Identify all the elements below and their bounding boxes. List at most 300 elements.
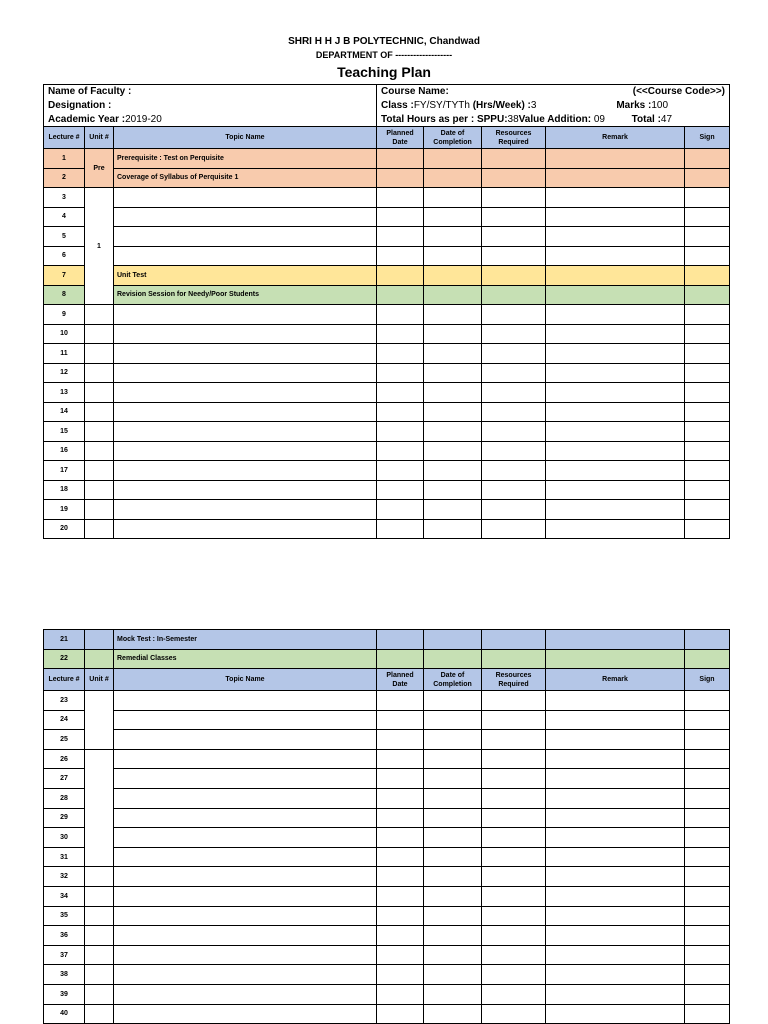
remark-cell[interactable] [546,461,685,481]
topic-name-cell[interactable]: Coverage of Syllabus of Perquisite 1 [114,168,377,188]
completion-date-cell[interactable] [424,383,482,403]
remark-cell[interactable] [546,383,685,403]
topic-name-cell[interactable] [114,363,377,383]
completion-date-cell[interactable] [424,926,482,946]
remark-cell[interactable] [546,305,685,325]
unit-number [85,480,114,500]
topic-name-cell[interactable] [114,461,377,481]
planned-date-cell[interactable] [377,168,424,188]
topic-name-cell[interactable] [114,344,377,364]
completion-date-cell[interactable] [424,227,482,247]
col-resources: Resources Required [482,127,546,149]
planned-date-cell[interactable] [377,1004,424,1024]
unit-number [85,422,114,442]
col-sign: Sign [685,127,730,149]
resources-cell[interactable] [482,984,546,1004]
remark-cell[interactable] [546,246,685,266]
sign-cell[interactable] [685,649,730,669]
planned-date-cell[interactable] [377,847,424,867]
sign-cell[interactable] [685,886,730,906]
resources-cell[interactable] [482,808,546,828]
table-row [44,691,730,711]
remark-cell[interactable] [546,788,685,808]
sign-cell[interactable] [685,926,730,946]
lecture-number: 32 [44,867,85,887]
completion-date-cell[interactable] [424,168,482,188]
planned-date-cell[interactable] [377,828,424,848]
topic-name-cell[interactable] [114,480,377,500]
planned-date-cell[interactable] [377,710,424,730]
topic-name-cell[interactable] [114,227,377,247]
table-row [44,246,730,266]
resources-cell[interactable] [482,926,546,946]
resources-cell[interactable] [482,383,546,403]
col-remark: Remark [546,669,685,691]
remark-cell[interactable] [546,285,685,305]
unit-number [85,945,114,965]
col-remark: Remark [546,127,685,149]
table-row [44,500,730,520]
unit-number [85,1004,114,1024]
resources-cell[interactable] [482,266,546,286]
remark-cell[interactable] [546,344,685,364]
sign-cell[interactable] [685,828,730,848]
topic-name-cell[interactable] [114,402,377,422]
completion-date-cell[interactable] [424,285,482,305]
sign-cell[interactable] [685,344,730,364]
planned-date-cell[interactable] [377,749,424,769]
resources-cell[interactable] [482,207,546,227]
lecture-number: 28 [44,788,85,808]
planned-date-cell[interactable] [377,808,424,828]
lecture-number: 40 [44,1004,85,1024]
col-completion: Date of Completion [424,127,482,149]
lecture-number: 24 [44,710,85,730]
resources-cell[interactable] [482,906,546,926]
resources-cell[interactable] [482,402,546,422]
completion-date-cell[interactable] [424,906,482,926]
remark-cell[interactable] [546,691,685,711]
topic-name-cell[interactable] [114,691,377,711]
sign-cell[interactable] [685,630,730,650]
table-row [44,461,730,481]
topic-name-cell[interactable] [114,906,377,926]
course-name-field: Course Name: (<<Course Code>>) [377,85,730,99]
resources-cell[interactable] [482,324,546,344]
topic-name-cell[interactable] [114,886,377,906]
planned-date-cell[interactable] [377,480,424,500]
completion-date-cell[interactable] [424,422,482,442]
resources-cell[interactable] [482,149,546,169]
sign-cell[interactable] [685,749,730,769]
resources-cell[interactable] [482,305,546,325]
completion-date-cell[interactable] [424,500,482,520]
resources-cell[interactable] [482,965,546,985]
planned-date-cell[interactable] [377,867,424,887]
sign-cell[interactable] [685,730,730,750]
topic-name-cell[interactable] [114,500,377,520]
table-row [44,965,730,985]
col-planned: Planned Date [377,127,424,149]
lecture-number: 39 [44,984,85,1004]
remark-cell[interactable] [546,965,685,985]
lecture-number: 21 [44,630,85,650]
academic-year-field: Academic Year :2019-20 [44,113,377,127]
topic-name-cell[interactable] [114,188,377,208]
remark-cell[interactable] [546,749,685,769]
remark-cell[interactable] [546,441,685,461]
resources-cell[interactable] [482,480,546,500]
topic-name-cell[interactable] [114,984,377,1004]
planned-date-cell[interactable] [377,422,424,442]
resources-cell[interactable] [482,788,546,808]
resources-cell[interactable] [482,461,546,481]
remark-cell[interactable] [546,867,685,887]
completion-date-cell[interactable] [424,344,482,364]
remark-cell[interactable] [546,149,685,169]
sign-cell[interactable] [685,691,730,711]
remark-cell[interactable] [546,422,685,442]
remark-cell[interactable] [546,808,685,828]
completion-date-cell[interactable] [424,188,482,208]
topic-name-cell[interactable] [114,246,377,266]
planned-date-cell[interactable] [377,906,424,926]
planned-date-cell[interactable] [377,344,424,364]
completion-date-cell[interactable] [424,886,482,906]
resources-cell[interactable] [482,828,546,848]
remark-cell[interactable] [546,945,685,965]
completion-date-cell[interactable] [424,828,482,848]
topic-name-cell[interactable] [114,808,377,828]
unit-number [85,324,114,344]
planned-date-cell[interactable] [377,965,424,985]
remark-cell[interactable] [546,519,685,539]
topic-name-cell[interactable] [114,847,377,867]
remark-cell[interactable] [546,886,685,906]
remark-cell[interactable] [546,227,685,247]
resources-cell[interactable] [482,441,546,461]
resources-cell[interactable] [482,730,546,750]
sign-cell[interactable] [685,945,730,965]
sign-cell[interactable] [685,965,730,985]
completion-date-cell[interactable] [424,266,482,286]
remark-cell[interactable] [546,630,685,650]
table-row [44,188,730,208]
remark-cell[interactable] [546,769,685,789]
topic-name-cell[interactable] [114,324,377,344]
sign-cell[interactable] [685,266,730,286]
table-row [44,926,730,946]
col-lecture: Lecture # [44,127,85,149]
remark-cell[interactable] [546,926,685,946]
unit-number [85,906,114,926]
sign-cell[interactable] [685,168,730,188]
sign-cell[interactable] [685,769,730,789]
institution-name: SHRI H H J B POLYTECHNIC, Chandwad [288,36,480,47]
remark-cell[interactable] [546,480,685,500]
remark-cell[interactable] [546,363,685,383]
topic-name-cell[interactable]: Mock Test : In-Semester [114,630,377,650]
sign-cell[interactable] [685,402,730,422]
sign-cell[interactable] [685,519,730,539]
lecture-number: 20 [44,519,85,539]
remark-cell[interactable] [546,984,685,1004]
sign-cell[interactable] [685,906,730,926]
completion-date-cell[interactable] [424,480,482,500]
completion-date-cell[interactable] [424,808,482,828]
lecture-number: 17 [44,461,85,481]
table-row [44,730,730,750]
topic-name-cell[interactable] [114,383,377,403]
resources-cell[interactable] [482,847,546,867]
sign-cell[interactable] [685,246,730,266]
completion-date-cell[interactable] [424,441,482,461]
sign-cell[interactable] [685,984,730,1004]
completion-date-cell[interactable] [424,710,482,730]
lecture-number: 4 [44,207,85,227]
topic-name-cell[interactable] [114,788,377,808]
topic-name-cell[interactable]: Remedial Classes [114,649,377,669]
sign-cell[interactable] [685,227,730,247]
table-row [44,886,730,906]
lecture-number: 18 [44,480,85,500]
topic-name-cell[interactable] [114,1004,377,1024]
sign-cell[interactable] [685,363,730,383]
remark-cell[interactable] [546,1004,685,1024]
remark-cell[interactable] [546,710,685,730]
unit-number [85,691,114,750]
topic-name-cell[interactable] [114,867,377,887]
topic-name-cell[interactable] [114,769,377,789]
col-topic: Topic Name [114,127,377,149]
completion-date-cell[interactable] [424,402,482,422]
planned-date-cell[interactable] [377,500,424,520]
lecture-number: 13 [44,383,85,403]
table-row [44,227,730,247]
topic-name-cell[interactable]: Unit Test [114,266,377,286]
resources-cell[interactable] [482,945,546,965]
lecture-number: 11 [44,344,85,364]
table-row [44,788,730,808]
remark-cell[interactable] [546,207,685,227]
planned-date-cell[interactable] [377,886,424,906]
sign-cell[interactable] [685,285,730,305]
total-hours-field: Total Hours as per : SPPU:38Value Addition: 09 Total :47 [377,113,730,127]
resources-cell[interactable] [482,168,546,188]
lecture-number: 38 [44,965,85,985]
planned-date-cell[interactable] [377,207,424,227]
completion-date-cell[interactable] [424,149,482,169]
planned-date-cell[interactable] [377,383,424,403]
table-row [44,149,730,169]
resources-cell[interactable] [482,769,546,789]
planned-date-cell[interactable] [377,519,424,539]
resources-cell[interactable] [482,344,546,364]
resources-cell[interactable] [482,188,546,208]
completion-date-cell[interactable] [424,965,482,985]
resources-cell[interactable] [482,710,546,730]
sign-cell[interactable] [685,422,730,442]
resources-cell[interactable] [482,649,546,669]
sign-cell[interactable] [685,867,730,887]
completion-date-cell[interactable] [424,691,482,711]
planned-date-cell[interactable] [377,149,424,169]
sign-cell[interactable] [685,207,730,227]
topic-name-cell[interactable] [114,207,377,227]
total-field: Total :47 [631,113,673,125]
planned-date-cell[interactable] [377,285,424,305]
remark-cell[interactable] [546,730,685,750]
planned-date-cell[interactable] [377,363,424,383]
col-completion: Date of Completion [424,669,482,691]
remark-cell[interactable] [546,847,685,867]
sign-cell[interactable] [685,441,730,461]
planned-date-cell[interactable] [377,788,424,808]
table-row [44,441,730,461]
table-row [44,519,730,539]
lecture-number: 6 [44,246,85,266]
planned-date-cell[interactable] [377,402,424,422]
resources-cell[interactable] [482,227,546,247]
sign-cell[interactable] [685,788,730,808]
planned-date-cell[interactable] [377,266,424,286]
planned-date-cell[interactable] [377,441,424,461]
remark-cell[interactable] [546,188,685,208]
resources-cell[interactable] [482,285,546,305]
planned-date-cell[interactable] [377,649,424,669]
topic-name-cell[interactable] [114,441,377,461]
planned-date-cell[interactable] [377,926,424,946]
completion-date-cell[interactable] [424,324,482,344]
resources-cell[interactable] [482,363,546,383]
planned-date-cell[interactable] [377,984,424,1004]
sign-cell[interactable] [685,1004,730,1024]
completion-date-cell[interactable] [424,246,482,266]
topic-name-cell[interactable] [114,305,377,325]
planned-date-cell[interactable] [377,769,424,789]
remark-cell[interactable] [546,324,685,344]
topic-name-cell[interactable] [114,710,377,730]
remark-cell[interactable] [546,168,685,188]
remark-cell[interactable] [546,500,685,520]
resources-cell[interactable] [482,749,546,769]
lecture-number: 30 [44,828,85,848]
planned-date-cell[interactable] [377,945,424,965]
resources-cell[interactable] [482,422,546,442]
sign-cell[interactable] [685,710,730,730]
completion-date-cell[interactable] [424,847,482,867]
completion-date-cell[interactable] [424,788,482,808]
topic-name-cell[interactable] [114,422,377,442]
lecture-number: 2 [44,168,85,188]
sign-cell[interactable] [685,808,730,828]
completion-date-cell[interactable] [424,461,482,481]
col-unit: Unit # [85,127,114,149]
planned-date-cell[interactable] [377,630,424,650]
planned-date-cell[interactable] [377,246,424,266]
completion-date-cell[interactable] [424,305,482,325]
completion-date-cell[interactable] [424,630,482,650]
sign-cell[interactable] [685,188,730,208]
topic-name-cell[interactable] [114,965,377,985]
completion-date-cell[interactable] [424,749,482,769]
planned-date-cell[interactable] [377,227,424,247]
remark-cell[interactable] [546,266,685,286]
completion-date-cell[interactable] [424,207,482,227]
remark-cell[interactable] [546,649,685,669]
planned-date-cell[interactable] [377,730,424,750]
table-row [44,808,730,828]
planned-date-cell[interactable] [377,691,424,711]
completion-date-cell[interactable] [424,649,482,669]
unit-number [85,965,114,985]
lecture-number: 29 [44,808,85,828]
lecture-number: 8 [44,285,85,305]
resources-cell[interactable] [482,630,546,650]
unit-number [85,867,114,887]
sign-cell[interactable] [685,480,730,500]
resources-cell[interactable] [482,246,546,266]
remark-cell[interactable] [546,402,685,422]
planned-date-cell[interactable] [377,305,424,325]
sign-cell[interactable] [685,383,730,403]
lecture-number: 35 [44,906,85,926]
completion-date-cell[interactable] [424,730,482,750]
topic-name-cell[interactable] [114,749,377,769]
topic-name-cell[interactable] [114,519,377,539]
table-row [44,344,730,364]
sign-cell[interactable] [685,847,730,867]
table-row [44,906,730,926]
remark-cell[interactable] [546,906,685,926]
planned-date-cell[interactable] [377,188,424,208]
sign-cell[interactable] [685,305,730,325]
sign-cell[interactable] [685,149,730,169]
planned-date-cell[interactable] [377,461,424,481]
remark-cell[interactable] [546,828,685,848]
topic-name-cell[interactable]: Revision Session for Needy/Poor Students [114,285,377,305]
topic-name-cell[interactable] [114,945,377,965]
completion-date-cell[interactable] [424,867,482,887]
completion-date-cell[interactable] [424,1004,482,1024]
topic-name-cell[interactable]: Prerequisite : Test on Perquisite [114,149,377,169]
unit-number [85,886,114,906]
topic-name-cell[interactable] [114,828,377,848]
completion-date-cell[interactable] [424,363,482,383]
unit-number [85,383,114,403]
completion-date-cell[interactable] [424,519,482,539]
unit-number [85,926,114,946]
completion-date-cell[interactable] [424,984,482,1004]
resources-cell[interactable] [482,500,546,520]
completion-date-cell[interactable] [424,945,482,965]
topic-name-cell[interactable] [114,730,377,750]
table-row [44,285,730,305]
completion-date-cell[interactable] [424,769,482,789]
resources-cell[interactable] [482,867,546,887]
topic-name-cell[interactable] [114,926,377,946]
resources-cell[interactable] [482,886,546,906]
planned-date-cell[interactable] [377,324,424,344]
sign-cell[interactable] [685,500,730,520]
resources-cell[interactable] [482,519,546,539]
col-topic: Topic Name [114,669,377,691]
sign-cell[interactable] [685,461,730,481]
sign-cell[interactable] [685,324,730,344]
resources-cell[interactable] [482,1004,546,1024]
resources-cell[interactable] [482,691,546,711]
table-row [44,828,730,848]
